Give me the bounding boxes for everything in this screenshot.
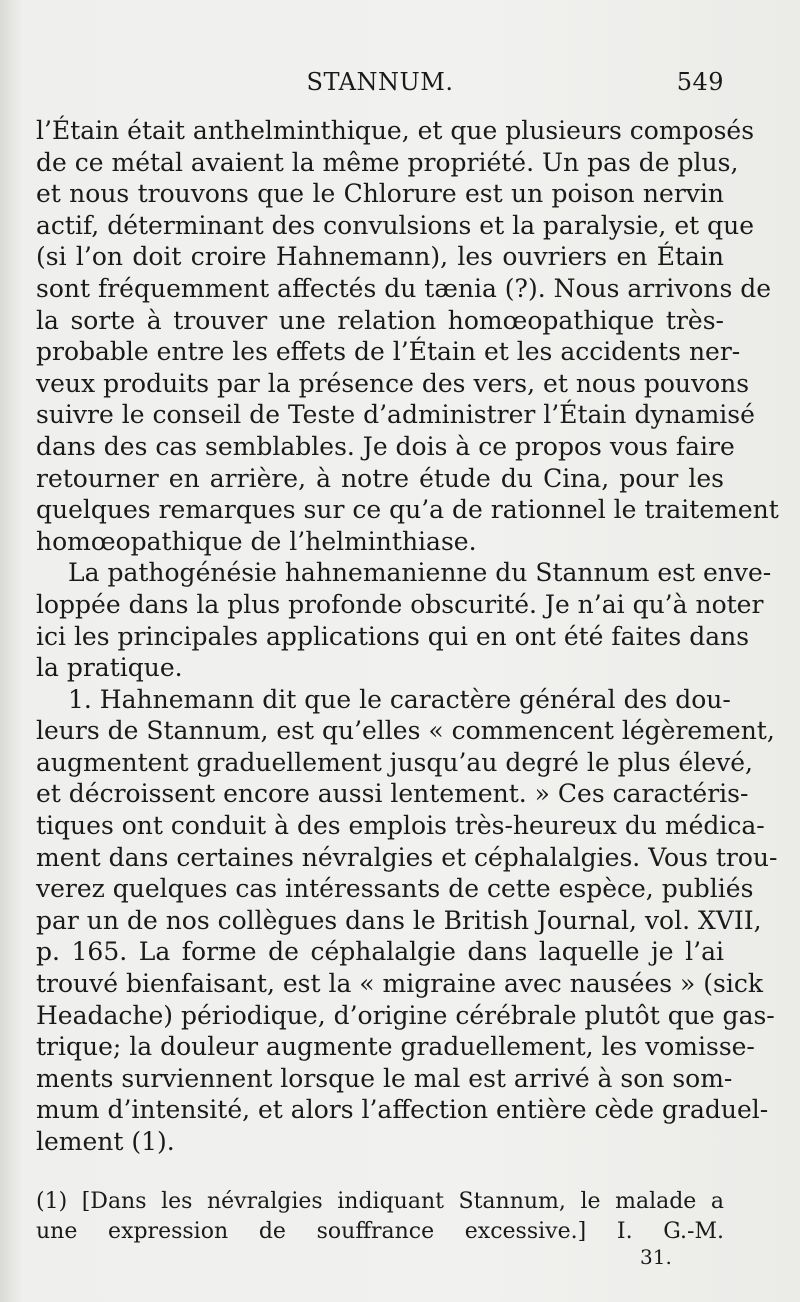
text-line: lement (1). — [36, 1127, 175, 1156]
running-head — [36, 68, 724, 102]
text-line: suivre le conseil de Teste d’administrer l’Étain dynamisé — [36, 400, 755, 430]
text-line: sont fréquemment affectés du tænia (?). Nous arrivons de — [36, 273, 772, 303]
text-line: l’Étain était anthelminthique, et que plusieurs composés — [36, 116, 755, 145]
text-line: Headache) périodique, d’origine cérébrale plutôt que gas- — [36, 1000, 775, 1030]
footnote-line: (1) [Dans les névralgies indiquant Stannum, le malade a — [36, 1189, 724, 1214]
text-line: ments surviennent lorsque le mal est arrivé à son som- — [36, 1063, 733, 1093]
text-line: loppée dans la plus profonde obscurité. Je n’ai qu’à noter — [36, 589, 764, 619]
text-line: La pathogénésie hahnemanienne du Stannum est enve- — [68, 558, 772, 588]
footnote — [36, 1187, 724, 1247]
text-line: dans des cas semblables. Je dois à ce propos vous faire — [36, 431, 735, 461]
text-line: trique; la douleur augmente graduellement, les vomisse- — [36, 1032, 755, 1062]
text-line: p. 165. La forme de céphalalgie dans laquelle je l’ai — [36, 937, 724, 967]
signature-mark: 31. — [640, 1245, 672, 1269]
running-title: STANNUM. — [306, 68, 454, 96]
text-line: et nous trouvons que le Chlorure est un poison nervin — [36, 179, 724, 209]
text-line: homœopathique de l’helminthiase. — [36, 526, 477, 556]
text-line: retourner en arrière, à notre étude du Cina, pour les — [36, 463, 724, 493]
text-line: de ce métal avaient la même propriété. Un pas de plus, — [36, 147, 739, 177]
text-line: trouvé bienfaisant, est la « migraine avec nausées » (sick — [36, 969, 763, 999]
page-number: 549 — [676, 68, 724, 96]
text-line: la sorte à trouver une relation homœopathique très- — [36, 305, 724, 335]
text-line: et décroissent encore aussi lentement. » Ces caractéris- — [36, 779, 749, 809]
text-line: ici les principales applications qui en ont été faites dans — [36, 621, 750, 651]
text-line: tiques ont conduit à des emplois très-heureux du médica- — [36, 811, 765, 841]
text-line: actif, déterminant des convulsions et la paralysie, et que — [36, 210, 755, 240]
text-line: leurs de Stannum, est qu’elles « commencent légèrement, — [36, 716, 775, 746]
footnote-line: une expression de souffrance excessive.] I. G.-M. — [36, 1219, 724, 1244]
body-text — [36, 115, 779, 1158]
text-line: la pratique. — [36, 653, 183, 683]
text-line: probable entre les effets de l’Étain et les accidents ner- — [36, 337, 741, 367]
text-line: augmentent graduellement jusqu’au degré le plus élevé, — [36, 747, 753, 777]
text-line: quelques remarques sur ce qu’a de rationnel le traitement — [36, 495, 779, 525]
text-line: (si l’on doit croire Hahnemann), les ouvriers en Étain — [36, 242, 724, 272]
text-line: par un de nos collègues dans le British Journal, vol. XVII, — [36, 905, 762, 935]
text-line: mum d’intensité, et alors l’affection entière cède graduel- — [36, 1095, 769, 1125]
text-line: veux produits par la présence des vers, et nous pouvons — [36, 368, 750, 398]
text-line: verez quelques cas intéressants de cette espèce, publiés — [36, 874, 754, 904]
text-line: 1. Hahnemann dit que le caractère général des dou- — [68, 684, 731, 714]
text-line: ment dans certaines névralgies et céphalalgies. Vous trou- — [36, 842, 778, 872]
